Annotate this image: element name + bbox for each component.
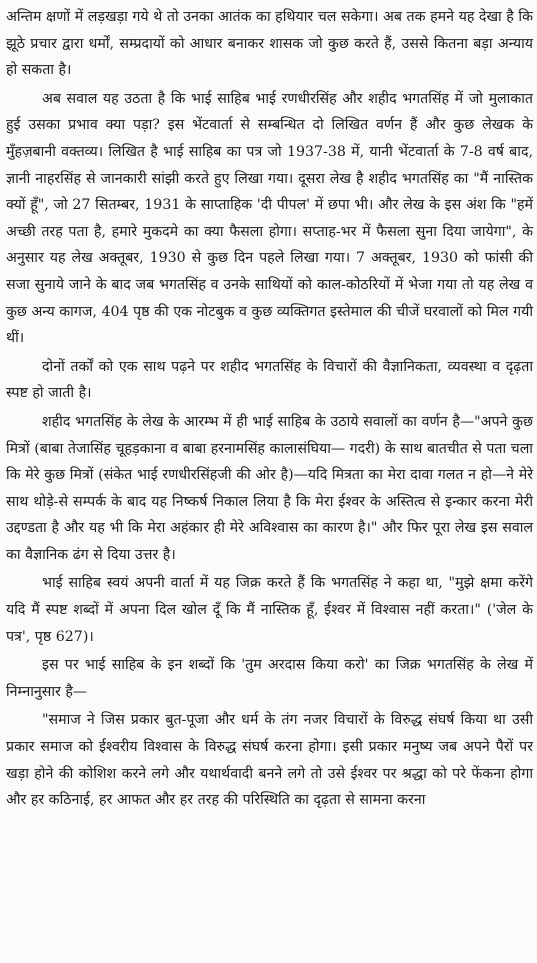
paragraph-4: शहीद भगतसिंह के लेख के आरम्भ में ही भाई साहिब के उठाये सवालों का वर्णन है—"अपने कुछ मित्रों (बाबा तेजासिंह चूहड़काना व बाबा हरनामसिंह कालासंघिया— गदरी) के साथ बातचीत से पता चला कि मेरे कुछ मित्रों (संकेत भाई रणधीरसिंहजी की ओर है)—यदि मित्रता का मेरा दावा गलत न हो—ने मेरे साथ थोड़े-से सम्पर्क के बाद यह निष्कर्ष निकाल लिया है कि मेरा ईश्वर के अस्तित्व से इन्कार करना मेरी उद्दण्डता है और यह भी कि मेरा अहंकार ही मेरे अविश्वास का कारण है।" और फिर पूरा लेख इस सवाल का वैज्ञानिक ढंग से दिया उत्तर है। [6,413,533,563]
paragraph-2: अब सवाल यह उठता है कि भाई साहिब भाई रणधीरसिंह और शहीद भगतसिंह में जो मुलाकात हुई उसका प्रभाव क्या पड़ा? इस भेंटवार्ता से सम्बन्धित दो लिखित वर्णन हैं और कुछ लेखक के मुँहज़बानी वक्तव्य। लिखित है भाई साहिब का पत्र जो 1937-38 में, यानी भेंटवार्ता के 7-8 वर्ष बाद, ज्ञानी नाहरसिंह से जानकारी सांझी करते हुए लिखा गया। दूसरा लेख है शहीद भगतसिंह का "मैं नास्तिक क्यों हूँ", जो 27 सितम्बर, 1931 के साप्ताहिक 'दी पीपल' में छपा भी। और लेख के इस अंश कि "हमें अच्छी तरह पता है, हमारे मुकदमे का क्या फैसला होगा। सप्ताह-भर में फैसला सुना दिया जायेगा", के अनुसार यह लेख अक्तूबर, 1930 से कुछ दिन पहले लिखा गया। 7 अक्तूबर, 1930 को फांसी की सजा सुनाये जाने के बाद जब भगतसिंह व उनके साथियों को काल-कोठरियों में भेजा गया तो यह लेख व कुछ अन्य कागज, 404 पृष्ठ की एक नोटबुक व कुछ व्यक्तिगत इस्तेमाल की चीजें घरवालों को मिल गयी थीं। [6,90,533,347]
paragraph-5: भाई साहिब स्वयं अपनी वार्ता में यह जिक्र करते हैं कि भगतसिंह ने कहा था, "मुझे क्षमा करेंगे यदि मैं स्पष्ट शब्दों में अपना दिल खोल दूँ कि मैं नास्तिक हूँ, ईश्वर में विश्वास नहीं करता।" ('जेल के पत्र', पृष्ठ 627)। [6,575,533,645]
paragraph-6: इस पर भाई साहिब के इन शब्दों कि 'तुम अरदास किया करो' का जिक्र भगतसिंह के लेख में निम्नानुसार है— [6,657,533,700]
block-quote: "समाज ने जिस प्रकार बुत-पूजा और धर्म के तंग नजर विचारों के विरुद्ध संघर्ष किया था उसी प्रकार समाज को ईश्वरीय विश्वास के विरुद्ध संघर्ष करना होगा। इसी प्रकार मनुष्य जब अपने पैरों पर खड़ा होने की कोशिश करने लगे और यथार्थवादी बनने लगे तो उसे ईश्वर पर श्रद्धा को परे फेंकना होगा और हर कठिनाई, हर आफत और हर तरह की परिस्थिति का दृढ़ता से सामना करना [6,712,533,809]
paragraph-1: अन्तिम क्षणों में लड़खड़ा गये थे तो उनका आतंक का हथियार चल सकेगा। अब तक हमने यह देखा है कि झूठे प्रचार द्वारा धर्मों, सम्प्रदायों को आधार बनाकर शासक जो कुछ करते हैं, उससे कितना बड़ा अन्याय हो सकता है। [6,9,533,79]
paragraph-3: दोनों तर्कों को एक साथ पढ़ने पर शहीद भगतसिंह के विचारों की वैज्ञानिकता, व्यवस्था व दृढ़ता स्पष्ट हो जाती है। [6,358,533,402]
